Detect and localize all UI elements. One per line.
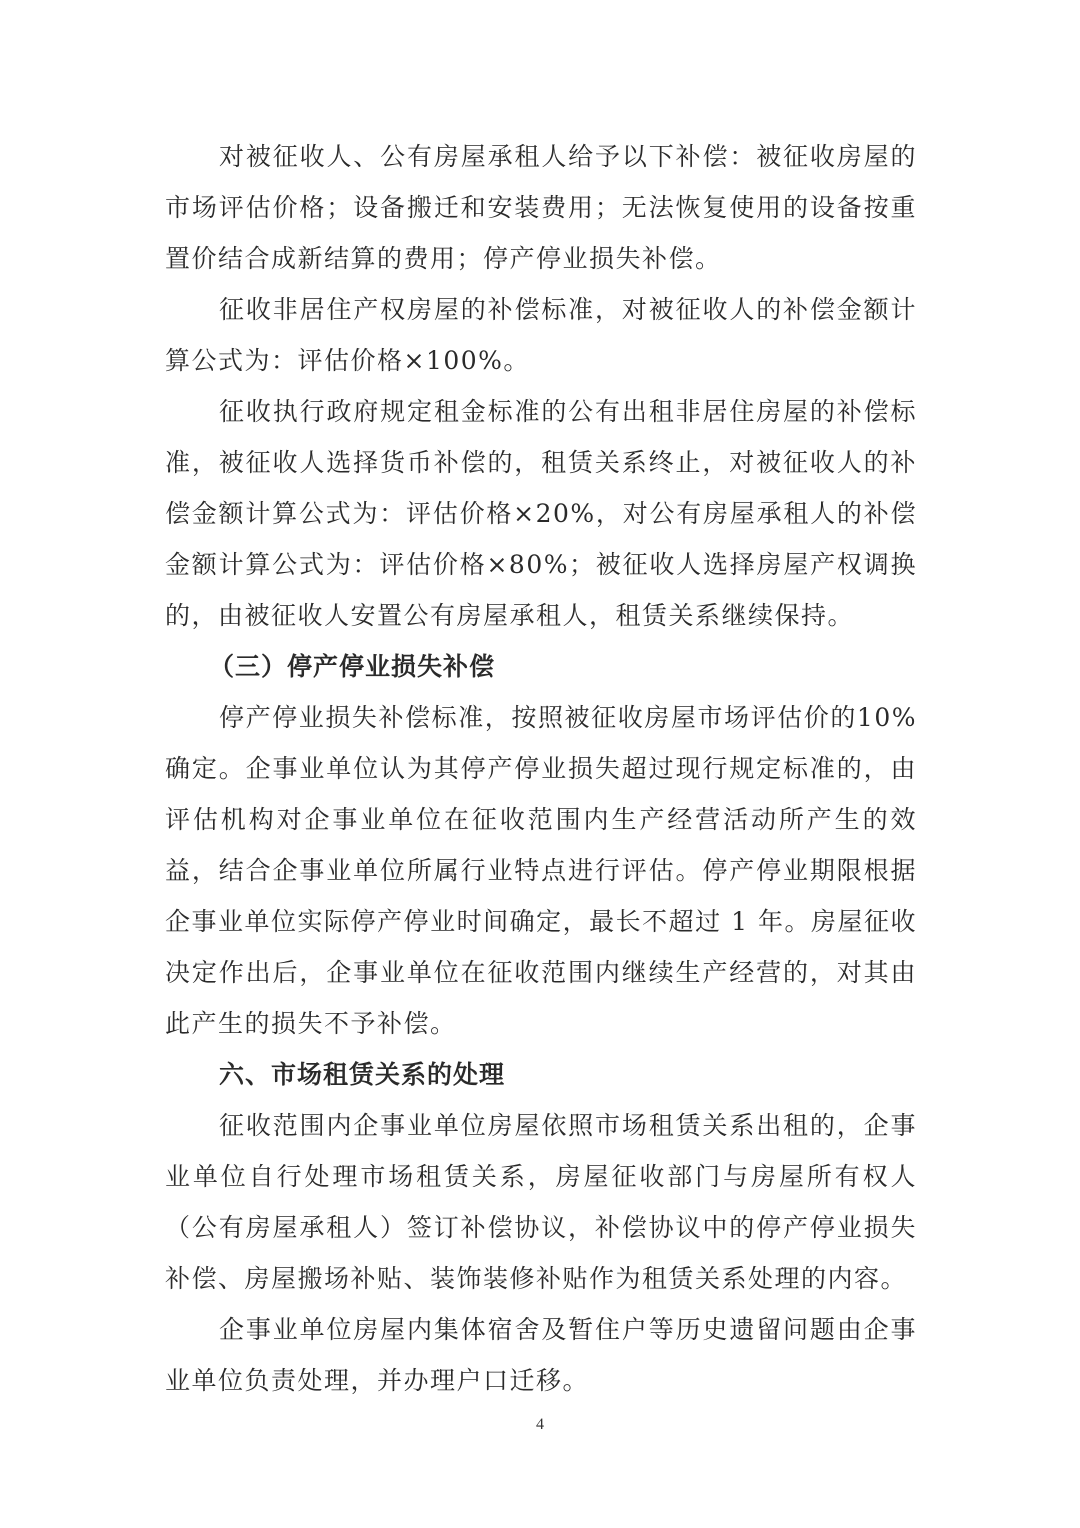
heading-business-loss-compensation: （三）停产停业损失补偿 [209,652,496,681]
page-number: 4 [536,1416,544,1433]
paragraph-public-rental-standard: 征收执行政府规定租金标准的公有出租非居住房屋的补偿标准，被征收人选择货币补偿的，租赁关系终止，对被征收人的补偿金额计算公式为：评估价格×20%，对公有房屋承租人的补偿金额计算公式为：评估价格×80%；被征收人选择房屋产权调换的，由被征收人安置公有房屋承租人，租赁关系继续保持。 [165,397,917,630]
paragraph-dormitory-issues: 企事业单位房屋内集体宿舍及暂住户等历史遗留问题由企事业单位负责处理，并办理户口迁移。 [165,1315,917,1395]
paragraph-compensation-items: 对被征收人、公有房屋承租人给予以下补偿：被征收房屋的市场评估价格；设备搬迁和安装费用；无法恢复使用的设备按重置价结合成新结算的费用；停产停业损失补偿。 [165,142,917,273]
paragraph-market-lease: 征收范围内企事业单位房屋依照市场租赁关系出租的，企事业单位自行处理市场租赁关系，房屋征收部门与房屋所有权人（公有房屋承租人）签订补偿协议，补偿协议中的停产停业损失补偿、房屋搬场补贴、装饰装修补贴作为租赁关系处理的内容。 [165,1111,917,1293]
document-body [165,131,917,1406]
paragraph-non-residential-standard: 征收非居住产权房屋的补偿标准，对被征收人的补偿金额计算公式为：评估价格×100%。 [165,295,917,375]
paragraph-business-loss-standard: 停产停业损失补偿标准，按照被征收房屋市场评估价的10%确定。企事业单位认为其停产停业损失超过现行规定标准的，由评估机构对企事业单位在征收范围内生产经营活动所产生的效益，结合企事业单位所属行业特点进行评估。停产停业期限根据企事业单位实际停产停业时间确定，最长不超过 1 年。房屋征收决定作出后，企事业单位在征收范围内继续生产经营的，对其由此产生的损失不予补偿。 [165,703,917,1038]
heading-market-lease-handling: 六、市场租赁关系的处理 [219,1060,506,1089]
